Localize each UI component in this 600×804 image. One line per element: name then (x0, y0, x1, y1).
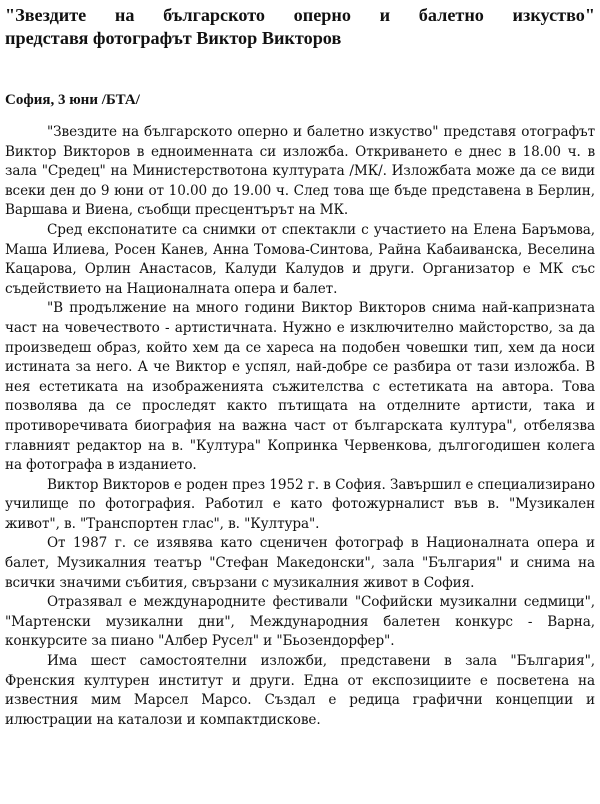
paragraph: "В продължение на много години Виктор Викторов снима най-капризната част на човечеството - артистичната. Нужно е изключително майсторство, за да произведеш образ, който хем да се хареса на подобен човешки тип, хем да носи истината за него. А че Виктор е успял, най-добре се разбира от тази изложба. В нея естетиката на изображенията съжителства с естетиката на автора. Това позволява да се проследят както пътищата на отделните артисти, така и противоречивата биография на важна част от българската култура", отбелязва главният редактор на в. "Култура" Копринка Червенкова, дългогодишен колега на фотографа в изданието. (5, 300, 595, 474)
title-line-2: представя фотографът Виктор Викторов (5, 28, 342, 48)
article-title (5, 4, 595, 50)
document-page (0, 4, 600, 730)
paragraph: Има шест самостоятелни изложби, представени в зала "България", Френския културен институт и други. Една от експозициите е посветена на известния мим Марсел Марсо. Създал е редица графични концепции и илюстрации на каталози и компактдискове. (5, 653, 595, 728)
paragraph: От 1987 г. се изявява като сценичен фотограф в Националната опера и балет, Музикалния театър "Стефан Македонски", зала "България" и снима на всички значими събития, свързани с музикалния живот в София. (5, 535, 595, 591)
paragraph: Отразявал е международните фестивали "Софийски музикални седмици", "Мартенски музикални дни", Международния балетен конкурс - Варна, конкурсите за пиано "Албер Русел" и "Бьозендорфер". (5, 594, 595, 650)
paragraph: "Звездите на българското оперно и балетно изкуство" представя отографът Виктор Викторов в едноименната си изложба. Откриването е днес в 18.00 ч. в зала "Средец" на Министерствотона културата /МК/. Изложбата може да се види всеки ден до 9 юни от 10.00 до 19.00 ч. След това ще бъде представена в Берлин, Варшава и Виена, съобщи пресцентърът на МК. (5, 124, 595, 219)
dateline: София, 3 юни /БТА/ (5, 92, 140, 108)
article-body (5, 123, 595, 730)
paragraph: Виктор Викторов е роден през 1952 г. в София. Завършил е специализирано училище по фотография. Работил е като фотожурналист във в. "Музикален живот", в. "Транспортен глас", в. "Култура". (5, 476, 595, 532)
paragraph: Сред експонатите са снимки от спектакли с участието на Елена Баръмова, Маша Илиева, Росен Канев, Анна Томова-Синтова, Райна Кабаиванска, Веселина Кацарова, Орлин Анастасов, Калуди Калудов и други. Организатор е МК със съдействието на Националната опера и балет. (5, 221, 595, 297)
title-line-1: "Звездите на българското оперно и балетно изкуство" (5, 5, 595, 25)
